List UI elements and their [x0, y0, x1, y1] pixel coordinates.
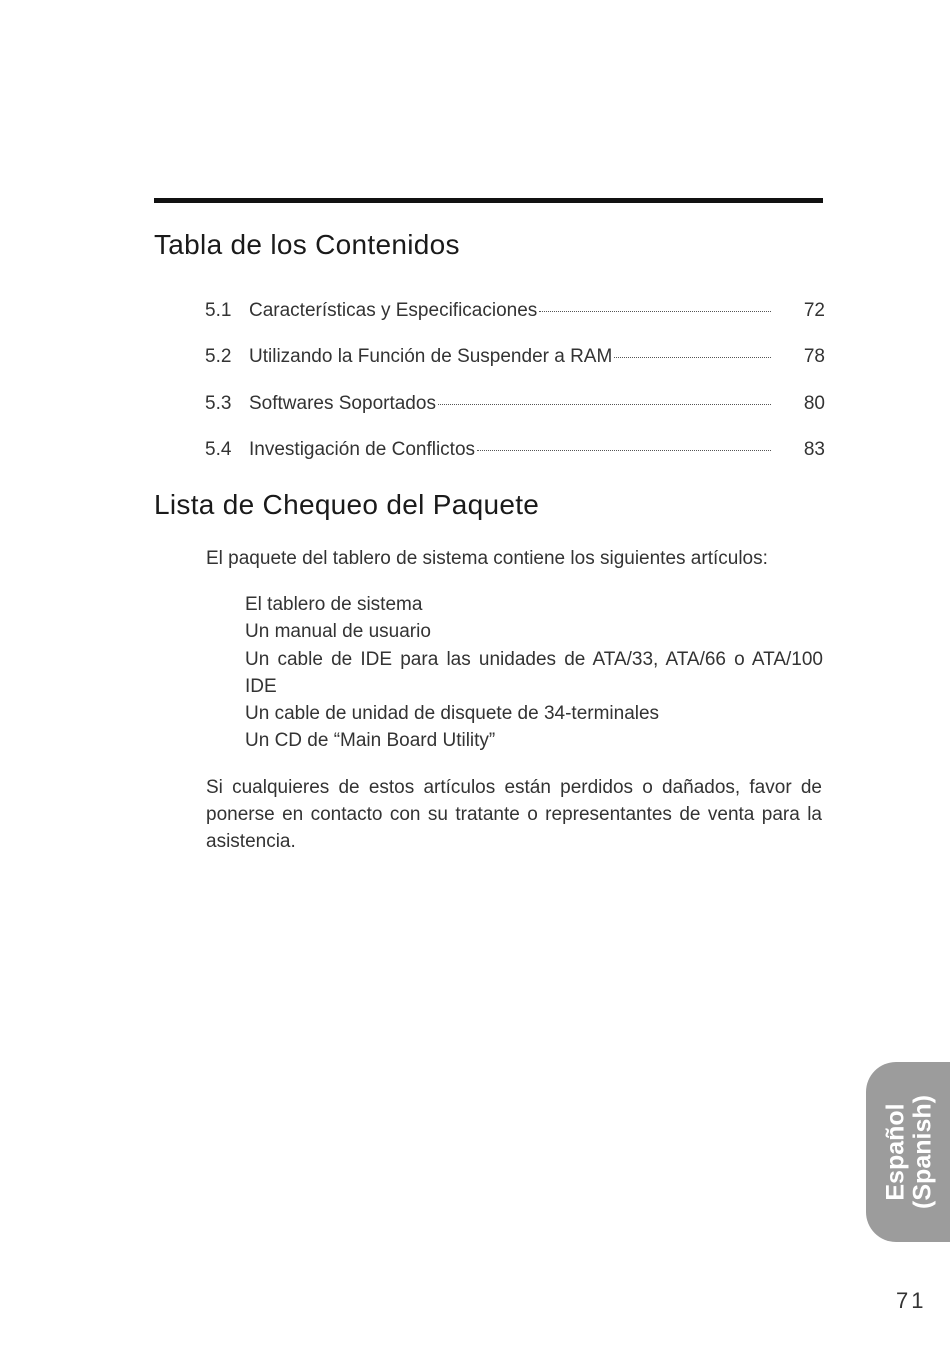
package-item: Un CD de “Main Board Utility”	[245, 730, 496, 752]
toc-leader-dots	[477, 449, 771, 451]
toc-entry-page: 72	[803, 300, 825, 321]
package-item: Un cable de unidad de disquete de 34-terminales	[245, 703, 660, 725]
toc-entry[interactable]	[205, 300, 825, 324]
toc-entry[interactable]	[205, 393, 825, 417]
package-intro: El paquete del tablero de sistema contiene los siguientes artículos:	[206, 548, 768, 569]
toc-entry-title: Softwares Soportados	[249, 393, 436, 414]
page-number: 71	[896, 1288, 927, 1313]
package-outro: Si cualquieres de estos artículos están perdidos o dañados, favor de ponerse en contacto con su tratante o representantes de venta para la asistencia.	[206, 777, 822, 852]
toc-heading: Tabla de los Contenidos	[154, 229, 460, 260]
toc-entry-title: Características y Especificaciones	[249, 300, 538, 321]
toc-entry-page: 78	[803, 346, 825, 367]
toc-leader-dots	[438, 403, 771, 405]
top-rule	[154, 198, 823, 203]
toc-leader-dots	[614, 356, 771, 358]
toc-entry-number: 5.1	[205, 300, 232, 321]
toc-entry-title: Investigación de Conflictos	[249, 439, 476, 460]
toc-entry-number: 5.3	[205, 393, 232, 414]
package-heading: Lista de Chequeo del Paquete	[154, 489, 540, 520]
language-tab-line1: Español	[881, 1103, 910, 1201]
package-item: Un cable de IDE para las unidades de ATA/33, ATA/66 o ATA/100 IDE	[245, 648, 823, 697]
language-tab[interactable]	[866, 1062, 950, 1242]
toc-entry-page: 80	[803, 393, 825, 414]
toc-entry-page: 83	[803, 439, 825, 460]
language-tab-line2: (Spanish)	[908, 1095, 937, 1209]
toc-entry[interactable]	[205, 439, 825, 463]
package-item: El tablero de sistema	[245, 594, 423, 615]
package-item: Un manual de usuario	[245, 621, 431, 643]
toc-leader-dots	[539, 310, 771, 312]
package-items-list	[245, 591, 823, 755]
toc-entry[interactable]	[205, 346, 825, 370]
language-tab-label	[883, 1095, 937, 1209]
toc-entry-title: Utilizando la Función de Suspender a RAM	[249, 346, 613, 367]
toc-entry-number: 5.4	[205, 439, 232, 460]
toc-entry-number: 5.2	[205, 346, 232, 367]
